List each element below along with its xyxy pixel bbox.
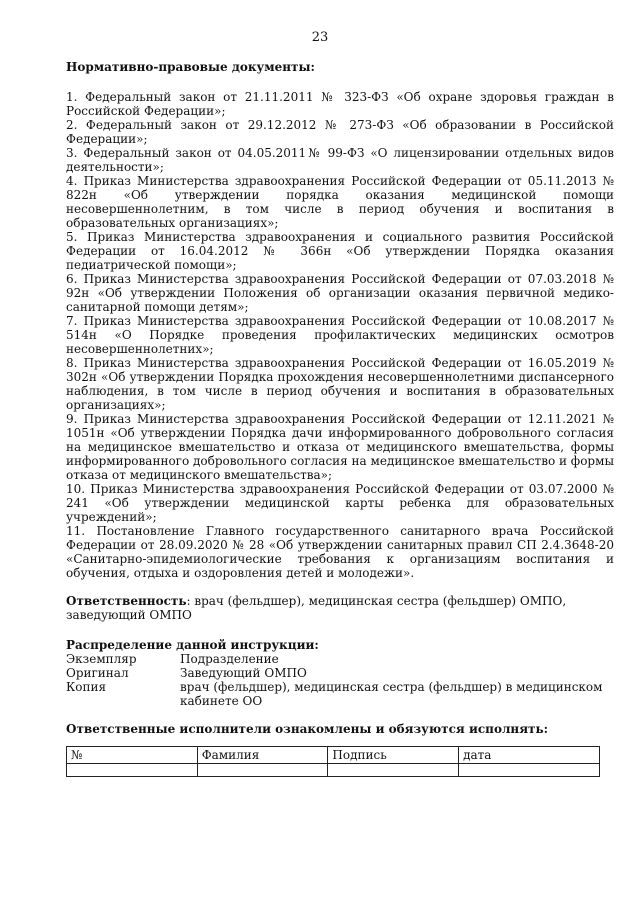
distribution-row <box>66 652 614 666</box>
distribution-type: Экземпляр <box>66 652 137 666</box>
signature-table-header <box>67 747 600 764</box>
page-number: 23 <box>311 30 329 45</box>
signature-table-row <box>67 764 600 777</box>
responsibility-text: : врач (фельдшер), медицинская сестра (фельдшер) ОМПО, заведующий ОМПО <box>66 594 567 622</box>
normative-item: 10. Приказ Министерства здравоохранения Российской Федерации от 03.07.2000 № 241 «Об утверждении медицинской карты ребенка для образовательных учреждений»; <box>66 482 614 524</box>
signature-cell[interactable] <box>459 764 600 777</box>
distribution-type: Копия <box>66 680 107 694</box>
signature-cell[interactable] <box>328 764 459 777</box>
column-date: дата <box>459 747 600 764</box>
normative-item: 4. Приказ Министерства здравоохранения Российской Федерации от 05.11.2013 № 822н «Об утверждении порядка оказания медицинской помощи несовершеннолетним, в том числе в период обучения и воспитания в образовательных организациях»; <box>66 174 614 230</box>
normative-item: 2. Федеральный закон от 29.12.2012 № 273-ФЗ «Об образовании в Российской Федерации»; <box>66 118 614 146</box>
normative-item: 8. Приказ Министерства здравоохранения Российской Федерации от 16.05.2019 № 302н «Об утверждении Порядка прохождения несовершеннолетними диспансерного наблюдения, в том числе в период обучения и воспитания в образовательных организациях»; <box>66 356 614 412</box>
responsibility-label: Ответственность <box>66 594 187 608</box>
normative-item: 6. Приказ Министерства здравоохранения Российской Федерации от 07.03.2018 № 92н «Об утверждении Положения об организации оказания первичной медико-санитарной помощи детям»; <box>66 272 614 314</box>
distribution-title: Распределение данной инструкции: <box>66 638 319 652</box>
normative-list <box>66 90 614 580</box>
distribution-value: Подразделение <box>180 652 279 666</box>
normative-item: 3. Федеральный закон от 04.05.2011№ 99-ФЗ «О лицензировании отдельных видов деятельности»; <box>66 146 614 174</box>
distribution-value: врач (фельдшер), медицинская сестра (фельдшер) в медицинском кабинете ОО <box>180 680 603 708</box>
normative-item: 7. Приказ Министерства здравоохранения Российской Федерации от 10.08.2017 № 514н «О Порядке проведения профилактических медицинских осмотров несовершеннолетних»; <box>66 314 614 356</box>
normative-heading: Нормативно-правовые документы: <box>66 60 315 74</box>
document-content <box>66 60 614 777</box>
signature-cell[interactable] <box>67 764 198 777</box>
responsibility-line <box>66 594 614 622</box>
normative-item: 5. Приказ Министерства здравоохранения и социального развития Российской Федерации от 16.04.2012 № 366н «Об утверждении Порядка оказания педиатрической помощи»; <box>66 230 614 272</box>
distribution-type: Оригинал <box>66 666 129 680</box>
column-number: № <box>67 747 198 764</box>
signature-table <box>66 746 600 777</box>
column-signature: Подпись <box>328 747 459 764</box>
normative-item: 11. Постановление Главного государственного санитарного врача Российской Федерации от 28.09.2020 № 28 «Об утверждении санитарных правил СП 2.4.3648-20 «Санитарно-эпидемиологические требования к организациям воспитания и обучения, отдыха и оздоровления детей и молодежи». <box>66 524 614 580</box>
executors-title: Ответственные исполнители ознакомлены и обязуются исполнять: <box>66 722 549 736</box>
distribution-value: Заведующий ОМПО <box>180 666 307 680</box>
normative-item: 9. Приказ Министерства здравоохранения Российской Федерации от 12.11.2021 № 1051н «Об утверждении Порядка дачи информированного добровольного согласия на медицинское вмешательство и отказа от медицинского вмешательства, формы информированного добровольного согласия на медицинское вмешательство и формы отказа от медицинского вмешательства»; <box>66 412 614 482</box>
signature-cell[interactable] <box>197 764 328 777</box>
column-surname: Фамилия <box>197 747 328 764</box>
distribution-row <box>66 666 614 680</box>
distribution-list <box>66 652 614 708</box>
normative-item: 1. Федеральный закон от 21.11.2011 № 323-ФЗ «Об охране здоровья граждан в Российской Федерации»; <box>66 90 614 118</box>
distribution-row <box>66 680 614 708</box>
